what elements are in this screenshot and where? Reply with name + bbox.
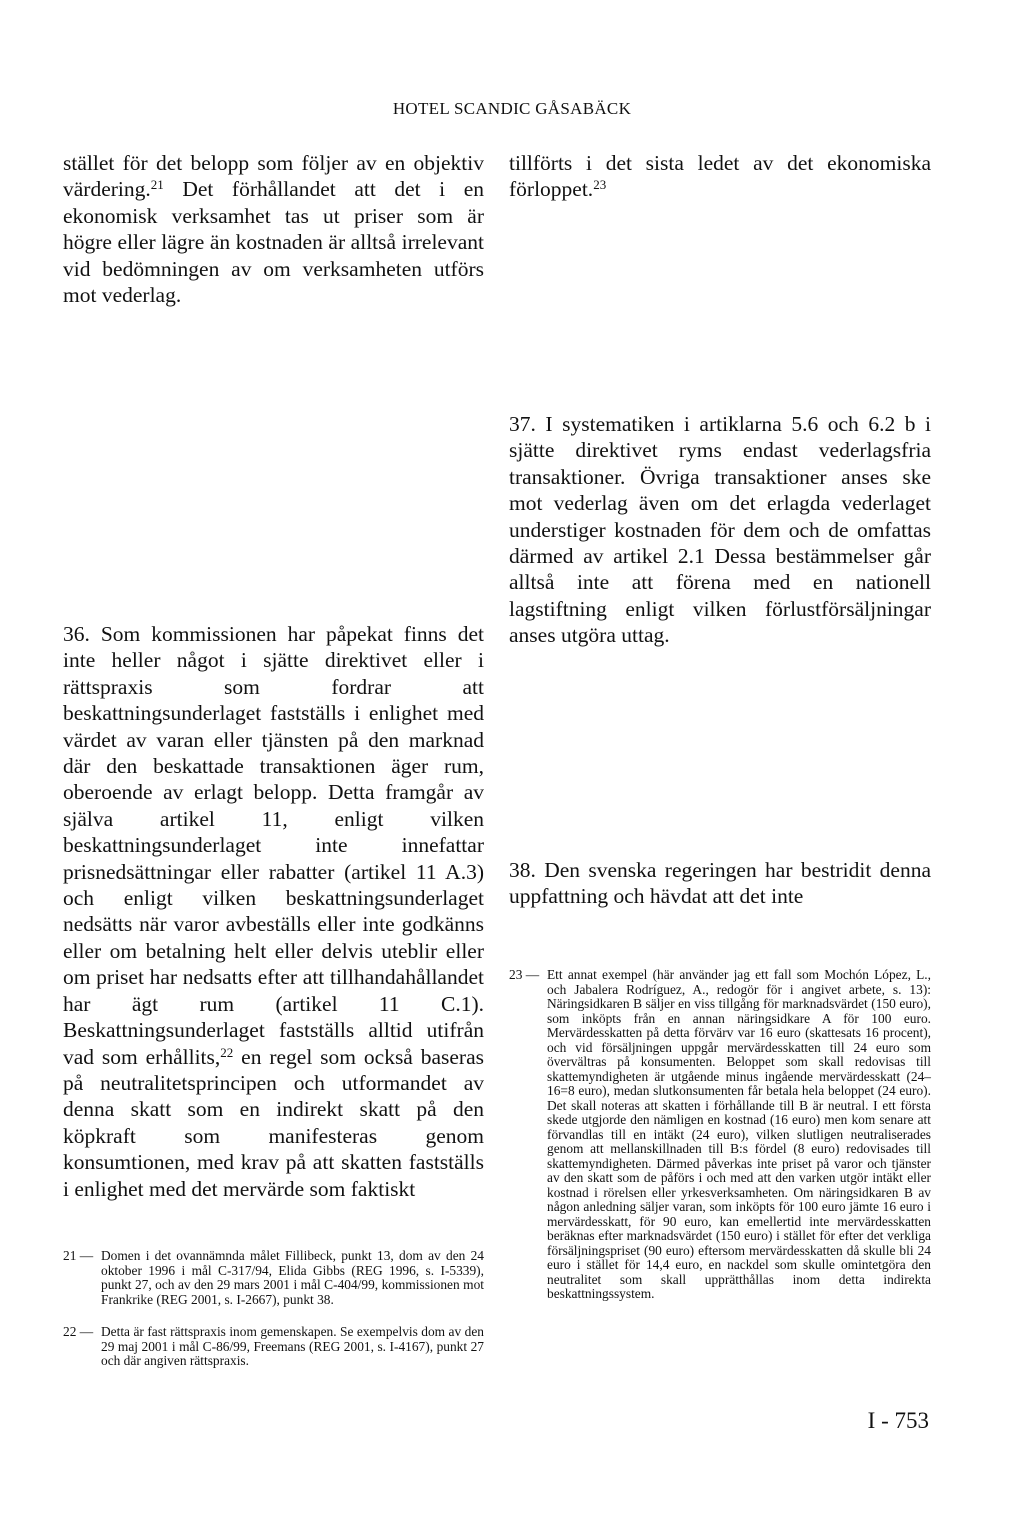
- footnote-22: [63, 1325, 484, 1369]
- footnote-ref-23: 23: [593, 177, 607, 193]
- left-cont-text-2: Det förhållandet att det i en ekonomisk verksamhet tas ut priser som är högre eller lägre än kostnaden är alltså irrelevant vid bedömningen av om verksamheten utförs mot vederlag.: [63, 177, 484, 308]
- footnote-22-text: Detta är fast rättspraxis inom gemenskapen. Se exempelvis dom av den 29 maj 2001 i mål C-86/99, Freemans (REG 2001, s. I-4167), punkt 27 och där angiven rättspraxis.: [101, 1324, 484, 1368]
- footnote-21-number: 21 —: [63, 1248, 94, 1263]
- left-continuation-paragraph: [63, 150, 484, 308]
- paragraph-36-text-b: en regel som också baseras på neutralitetsprincipen och utformandet av denna skatt som en indirekt skatt på den köpkraft som manifesteras genom konsumtionen, med krav på att skatten fastställs i enlighet med det mervärde som faktiskt: [63, 1044, 485, 1201]
- paragraph-38-text: 38. Den svenska regeringen har bestridit denna uppfattning och hävdat att det inte: [509, 858, 931, 909]
- footnote-ref-21: 21: [150, 177, 164, 193]
- paragraph-36-text-a: Som kommissionen har påpekat finns det inte heller något i sjätte direktivet eller i rättspraxis som fordrar att beskattningsunderlaget fastställs i enlighet med värdet av varan eller tjänsten på den marknad där den beskattade transaktionen äger rum, oberoende av erlagt belopp. Detta framgår av själva artikel 11, enligt vilken beskattningsunderlaget inte innefattar prisnedsättningar eller rabatter (artikel 11 A.3) och enligt vilken beskattningsunderlaget nedsätts när varor avbeställs eller inte godkänns eller om betalning helt eller delvis uteblir eller om priset har nedsatts efter att tillhandahållandet har ägt rum (artikel 11 C.1). Beskattningsunderlaget fastställs alltid utifrån vad som erhållits,: [63, 622, 484, 1069]
- running-header: HOTEL SCANDIC GÅSABÄCK: [392, 99, 632, 118]
- paragraph-37: [509, 411, 931, 649]
- footnote-21: [63, 1249, 484, 1307]
- footnote-23-text: Ett annat exempel (här använder jag ett fall som Mochón López, L., och Jabalera Rodríguez, A., redogör för i angivet arbete, s. 13): Näringsidkaren B säljer en viss tillgång för marknadsvärdet (150 euro), som inköpts från en annan näringsidkare A för 100 euro. Mervärdesskatten på detta förvärv var 16 euro (skattesats 16 procent), och vid försäljningen uppgår mervärdesskatten till 24 euro som övervältras på konsumenten. Beloppet som skall redovisas till skattemyndigheten är utgående minus ingående mervärdesskatt (24–16=8 euro), medan slutkonsumenten får betala hela beloppet (24 euro). Det skall noteras att skatten i förhållande till B är neutral. I ett första skede utgjorde den nämligen en kostnad (16 euro) men kom senare att förvandlas till en intäkt (24 euro), vilken slutligen neutraliserades genom att mellanskillnaden till B:s fördel (8 euro) redovisades till skattemyndigheten. Därmed påverkas inte priset på varor och tjänster av den skatt som de påförs i och med att den varken utgör intäkt eller kostnad i rörelsen eller yrkesverksamheten. Om näringsidkaren B av någon anledning säljer varan, som inköpts för 100 euro jämte 16 euro i mervärdesskatt, för 90 euro, kan emellertid inte mervärdesskatten beräknas efter marknadsvärdet (150 euro) i stället för efter det verkliga försäljningspriset (90 euro) eftersom mervärdesskatten då skulle bli 24 euro i stället för 14,4 euro, en nackdel som skulle omintetgöra den neutralitet som skall upprätthållas inom detta indirekta beskattningssystem.: [547, 967, 931, 1301]
- paragraph-36: [63, 621, 484, 1202]
- page-number: I - 753: [867, 1408, 929, 1433]
- paragraph-36-number: 36.: [63, 622, 90, 646]
- left-cont-text-1: stället för det belopp som följer av en objektiv värdering.: [63, 151, 484, 202]
- paragraph-37-text: 37. I systematiken i artiklarna 5.6 och 6.2 b i sjätte direktivet ryms endast vederlagsfria transaktioner. Övriga transaktioner anses ske mot vederlag även om det erlagda vederlaget understiger kostnaden för dem och de omfattas därmed av artikel 2.1 Dessa bestämmelser går alltså inte att förena med en nationell lagstiftning enligt vilken förlustförsäljningar anses utgöra uttag.: [509, 412, 931, 648]
- footnote-23-number: 23 —: [509, 967, 540, 982]
- right-continuation-paragraph: [509, 150, 931, 203]
- footnote-21-text: Domen i det ovannämnda målet Fillibeck, punkt 13, dom av den 24 oktober 1996 i mål C-317/94, Elida Gibbs (REG 1996, s. I-5339), punkt 27, och av den 29 mars 2001 i mål C-404/99, kommissionen mot Frankrike (REG 2001, s. I-2667), punkt 38.: [101, 1248, 484, 1307]
- paragraph-38: [509, 857, 931, 910]
- right-cont-text: tillförts i det sista ledet av det ekonomiska förloppet.: [509, 151, 931, 202]
- footnote-22-number: 22 —: [63, 1324, 94, 1339]
- footnote-ref-22: 22: [220, 1044, 234, 1060]
- footnote-23: [509, 968, 931, 1302]
